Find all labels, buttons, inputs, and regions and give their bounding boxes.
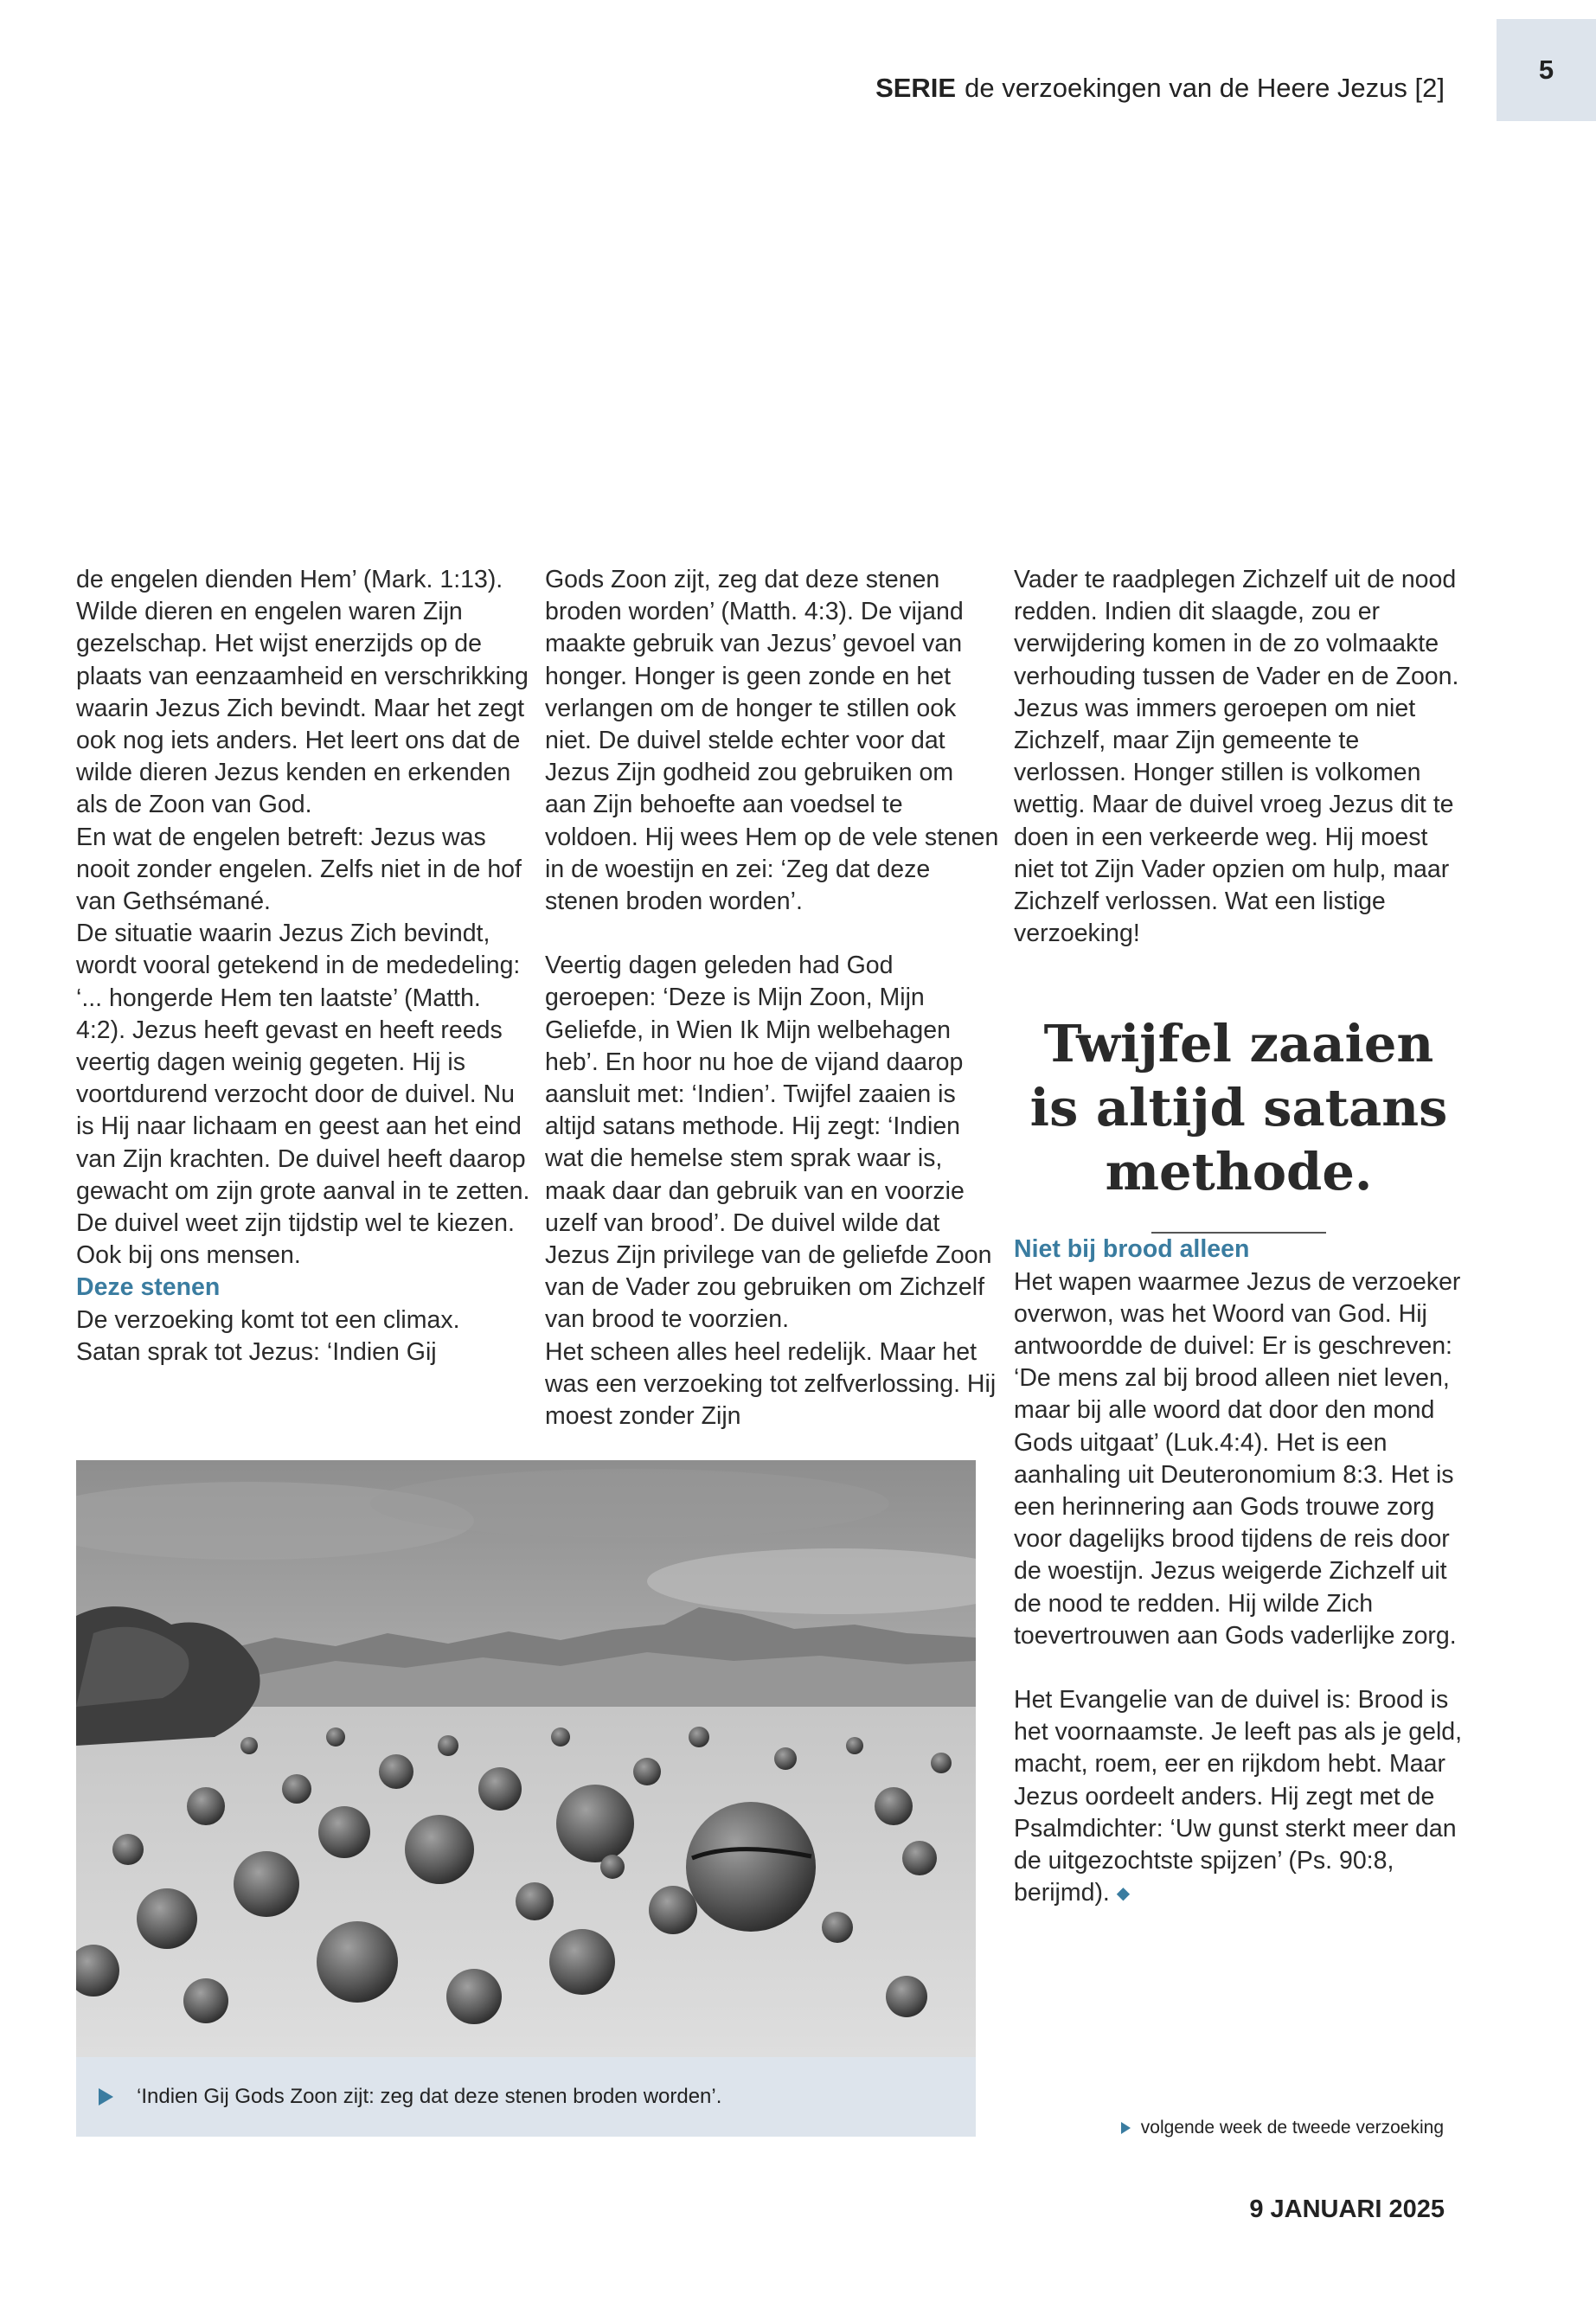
series-label: SERIE bbox=[875, 73, 957, 103]
issue-date: 9 JANUARI 2025 bbox=[1249, 2195, 1445, 2223]
paragraph-text: Het Evangelie van de duivel is: Brood is het voornaamste. Je leeft pas als je geld, macht, roem, eer en rijkdom hebt. Maar Jezus oordeelt anders. Hij zegt met de Psalmdichter: ‘Uw gunst sterkt meer dan de uitgezochtste spijzen’ (Ps. 90:8, berijmd). bbox=[1014, 1686, 1463, 1907]
paragraph: Het wapen waarmee Jezus de verzoeker overwon, was het Woord van God. Hij antwoordde de duivel: Er is geschreven: ‘De mens zal bij brood alleen niet leven, maar bij alle woord dat door den mond Gods uitgaat’ (Luk.4:4). Het is een aanhaling uit Deuteronomium 8:3. Het is een herinnering aan Gods trouwe zorg voor dagelijks brood tijdens de reis door de woestijn. Jezus weigerde Zichzelf uit de nood te redden. Hij wilde Zich toevertrouwen aan Gods vaderlijke zorg. bbox=[1014, 1267, 1461, 1650]
caption-triangle-icon bbox=[99, 2088, 113, 2106]
caption-text: ‘Indien Gij Gods Zoon zijt: zeg dat deze stenen broden worden’. bbox=[137, 2085, 722, 2108]
desert-stones-photo bbox=[76, 1460, 976, 2057]
paragraph: De verzoeking komt tot een climax. Satan sprak tot Jezus: ‘Indien Gij bbox=[76, 1305, 460, 1366]
article-column-3 bbox=[1014, 564, 1464, 1911]
photo-caption bbox=[76, 2057, 976, 2137]
pull-quote: Twijfel zaaien is altijd satans methode. bbox=[1029, 1014, 1448, 1202]
page-number-tab bbox=[1497, 19, 1596, 121]
end-mark-icon: ◆ bbox=[1116, 1884, 1131, 1904]
paragraph: de engelen dienden Hem’ (Mark. 1:13). Wilde dieren en engelen waren Zijn gezelschap. Het wijst enerzijds op de plaats van eenzaamheid en verschrikking waarin Jezus Zich bevindt. Maar het zegt ook nog iets anders. Het leert ons dat de wilde dieren Jezus kenden en erkenden als de Zoon van God. bbox=[76, 566, 529, 819]
subheading-niet-bij-brood-alleen: Niet bij brood alleen bbox=[1014, 1235, 1250, 1264]
paragraph: De duivel weet zijn tijdstip wel te kiezen. Ook bij ons mensen. bbox=[76, 1209, 515, 1270]
paragraph: Het scheen alles heel redelijk. Maar het was een verzoeking tot zelfverlossing. Hij moest zonder Zijn bbox=[545, 1337, 997, 1431]
running-header bbox=[875, 73, 1445, 104]
paragraph bbox=[1014, 1684, 1464, 1910]
subheading-deze-stenen: Deze stenen bbox=[76, 1273, 221, 1302]
paragraph: Veertig dagen geleden had God geroepen: ‘Deze is Mijn Zoon, Mijn Geliefde, in Wien Ik Mijn welbehagen heb’. En hoor nu hoe de vijand daarop aansluit met: ‘Indien’. Twijfel zaaien is altijd satans methode. Hij zegt: ‘Indien wat die hemelse stem sprak waar is, maak daar dan gebruik van en voorzie uzelf van brood’. De duivel wilde dat Jezus Zijn privilege van de geliefde Zoon van de Vader zou gebruiken om Zichzelf van brood te voorzien. bbox=[545, 952, 992, 1334]
paragraph: De situatie waarin Jezus Zich bevindt, wordt vooral getekend in de mededeling: ‘... hongerde Hem ten laatste’ (Matth. 4:2). Jezus heeft gevast en heeft reeds veertig dagen weinig gegeten. Hij is voortdurend verzocht door de duivel. Nu is Hij naar lichaam en geest aan het eind van Zijn krachten. De duivel heeft daarop gewacht om zijn grote aanval in te zetten. bbox=[76, 920, 530, 1205]
paragraph: Vader te raadplegen Zichzelf uit de nood redden. Indien dit slaagde, zou er verwijdering komen in de zo volmaakte verhouding tussen de Vader en de Zoon. Jezus was immers geroepen om niet Zichzelf, maar Zijn gemeente te verlossen. Honger stillen is volkomen wettig. Maar de duivel vroeg Jezus dit te doen in een verkeerde weg. Hij moest niet tot Zijn Vader opzien om hulp, maar Zichzelf verlossen. Wat een listige verzoeking! bbox=[1014, 566, 1459, 948]
series-title: de verzoekingen van de Heere Jezus [2] bbox=[965, 73, 1445, 103]
paragraph: Gods Zoon zijt, zeg dat deze stenen broden worden’ (Matth. 4:3). De vijand maakte gebruik van Jezus’ gevoel van honger. Honger is geen zonde en het verlangen om de honger te stillen ook niet. De duivel stelde echter voor dat Jezus Zijn godheid zou gebruiken om aan Zijn behoefte aan voedsel te voldoen. Hij wees Hem op de vele stenen in de woestijn en zei: ‘Zeg dat deze stenen broden worden’. bbox=[545, 566, 999, 916]
page-number: 5 bbox=[1538, 54, 1554, 85]
article-column-1 bbox=[76, 564, 530, 1368]
next-week-triangle-icon bbox=[1121, 2122, 1131, 2134]
next-week-note bbox=[1121, 2118, 1444, 2138]
next-week-text: volgende week de tweede verzoeking bbox=[1140, 2118, 1444, 2138]
paragraph: En wat de engelen betreft: Jezus was nooit zonder engelen. Zelfs niet in de hof van Gethsémané. bbox=[76, 823, 522, 916]
article-column-2 bbox=[545, 564, 999, 1433]
